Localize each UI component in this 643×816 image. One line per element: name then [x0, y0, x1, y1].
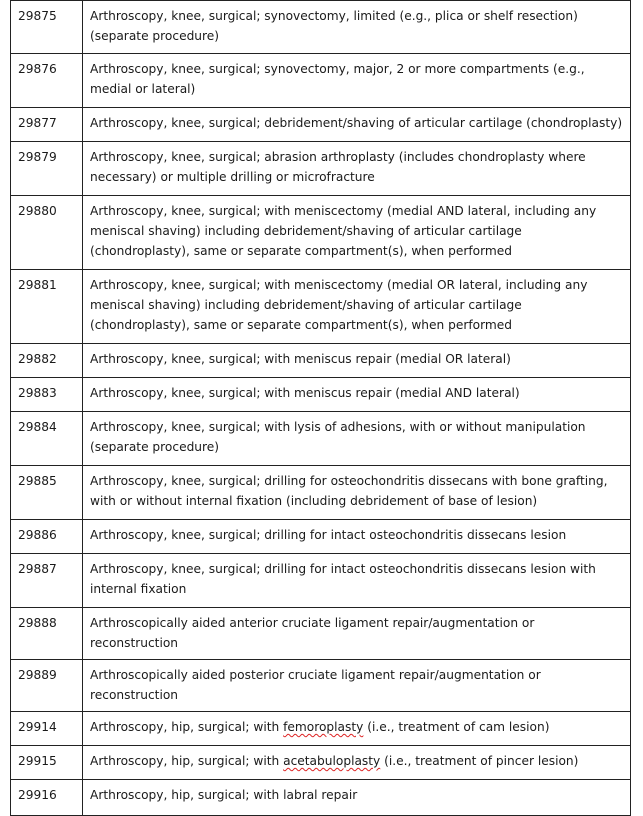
- cpt-code: 29881: [11, 270, 83, 344]
- table-row: [11, 780, 631, 816]
- procedure-description: Arthroscopically aided posterior cruciate ligament repair/augmentation or reconstruction: [83, 660, 631, 712]
- description-text: (i.e., treatment of pincer lesion): [380, 754, 579, 768]
- description-text: (i.e., treatment of cam lesion): [363, 720, 550, 734]
- procedure-description: Arthroscopy, knee, surgical; synovectomy, major, 2 or more compartments (e.g., medial or lateral): [83, 54, 631, 108]
- table-row: [11, 746, 631, 780]
- table-row: [11, 660, 631, 712]
- table-row: [11, 54, 631, 108]
- spellcheck-flagged-word[interactable]: femoroplasty: [283, 720, 364, 734]
- cpt-code: 29914: [11, 712, 83, 746]
- procedure-description: Arthroscopy, hip, surgical; with labral repair: [83, 780, 631, 816]
- cpt-code: 29882: [11, 344, 83, 378]
- cpt-code: 29880: [11, 196, 83, 270]
- table-row: [11, 412, 631, 466]
- table-row: [11, 378, 631, 412]
- table-row: [11, 1, 631, 54]
- table-row: [11, 108, 631, 142]
- cpt-code: 29887: [11, 554, 83, 608]
- table-row: [11, 466, 631, 520]
- cpt-code: 29889: [11, 660, 83, 712]
- table-row: [11, 344, 631, 378]
- spellcheck-flagged-word[interactable]: acetabuloplasty: [283, 754, 381, 768]
- table-row: [11, 712, 631, 746]
- table-row: [11, 520, 631, 554]
- procedure-description: Arthroscopy, knee, surgical; with meniscectomy (medial AND lateral, including any meniscal shaving) including debridement/shaving of articular cartilage (chondroplasty), same or separate compartment(s), when performed: [83, 196, 631, 270]
- cpt-code: 29886: [11, 520, 83, 554]
- procedure-description: Arthroscopy, knee, surgical; with lysis of adhesions, with or without manipulation (separate procedure): [83, 412, 631, 466]
- table-row: [11, 608, 631, 660]
- cpt-code: 29915: [11, 746, 83, 780]
- description-text: Arthroscopy, hip, surgical; with: [90, 754, 284, 768]
- procedure-description: [83, 746, 631, 780]
- table-row: [11, 554, 631, 608]
- cpt-code: 29875: [11, 1, 83, 54]
- procedure-description: Arthroscopy, knee, surgical; drilling for intact osteochondritis dissecans lesion: [83, 520, 631, 554]
- cpt-code: 29888: [11, 608, 83, 660]
- cpt-code: 29885: [11, 466, 83, 520]
- table-row: [11, 142, 631, 196]
- procedure-description: Arthroscopically aided anterior cruciate ligament repair/augmentation or reconstruction: [83, 608, 631, 660]
- procedure-description: Arthroscopy, knee, surgical; drilling for osteochondritis dissecans with bone grafting, with or without internal fixation (including debridement of base of lesion): [83, 466, 631, 520]
- procedure-description: [83, 712, 631, 746]
- procedure-description: Arthroscopy, knee, surgical; with meniscus repair (medial AND lateral): [83, 378, 631, 412]
- cpt-code: 29916: [11, 780, 83, 816]
- cpt-code: 29879: [11, 142, 83, 196]
- cpt-code-table: [10, 0, 631, 816]
- procedure-description: Arthroscopy, knee, surgical; synovectomy, limited (e.g., plica or shelf resection) (separate procedure): [83, 1, 631, 54]
- table-row: [11, 270, 631, 344]
- procedure-description: Arthroscopy, knee, surgical; debridement/shaving of articular cartilage (chondroplasty): [83, 108, 631, 142]
- description-text: Arthroscopy, hip, surgical; with: [90, 720, 284, 734]
- procedure-description: Arthroscopy, knee, surgical; drilling for intact osteochondritis dissecans lesion with internal fixation: [83, 554, 631, 608]
- cpt-code: 29884: [11, 412, 83, 466]
- cpt-code: 29883: [11, 378, 83, 412]
- procedure-description: Arthroscopy, knee, surgical; with meniscus repair (medial OR lateral): [83, 344, 631, 378]
- procedure-description: Arthroscopy, knee, surgical; abrasion arthroplasty (includes chondroplasty where necessary) or multiple drilling or microfracture: [83, 142, 631, 196]
- cpt-code: 29877: [11, 108, 83, 142]
- cpt-code: 29876: [11, 54, 83, 108]
- table-row: [11, 196, 631, 270]
- procedure-description: Arthroscopy, knee, surgical; with meniscectomy (medial OR lateral, including any meniscal shaving) including debridement/shaving of articular cartilage (chondroplasty), same or separate compartment(s), when performed: [83, 270, 631, 344]
